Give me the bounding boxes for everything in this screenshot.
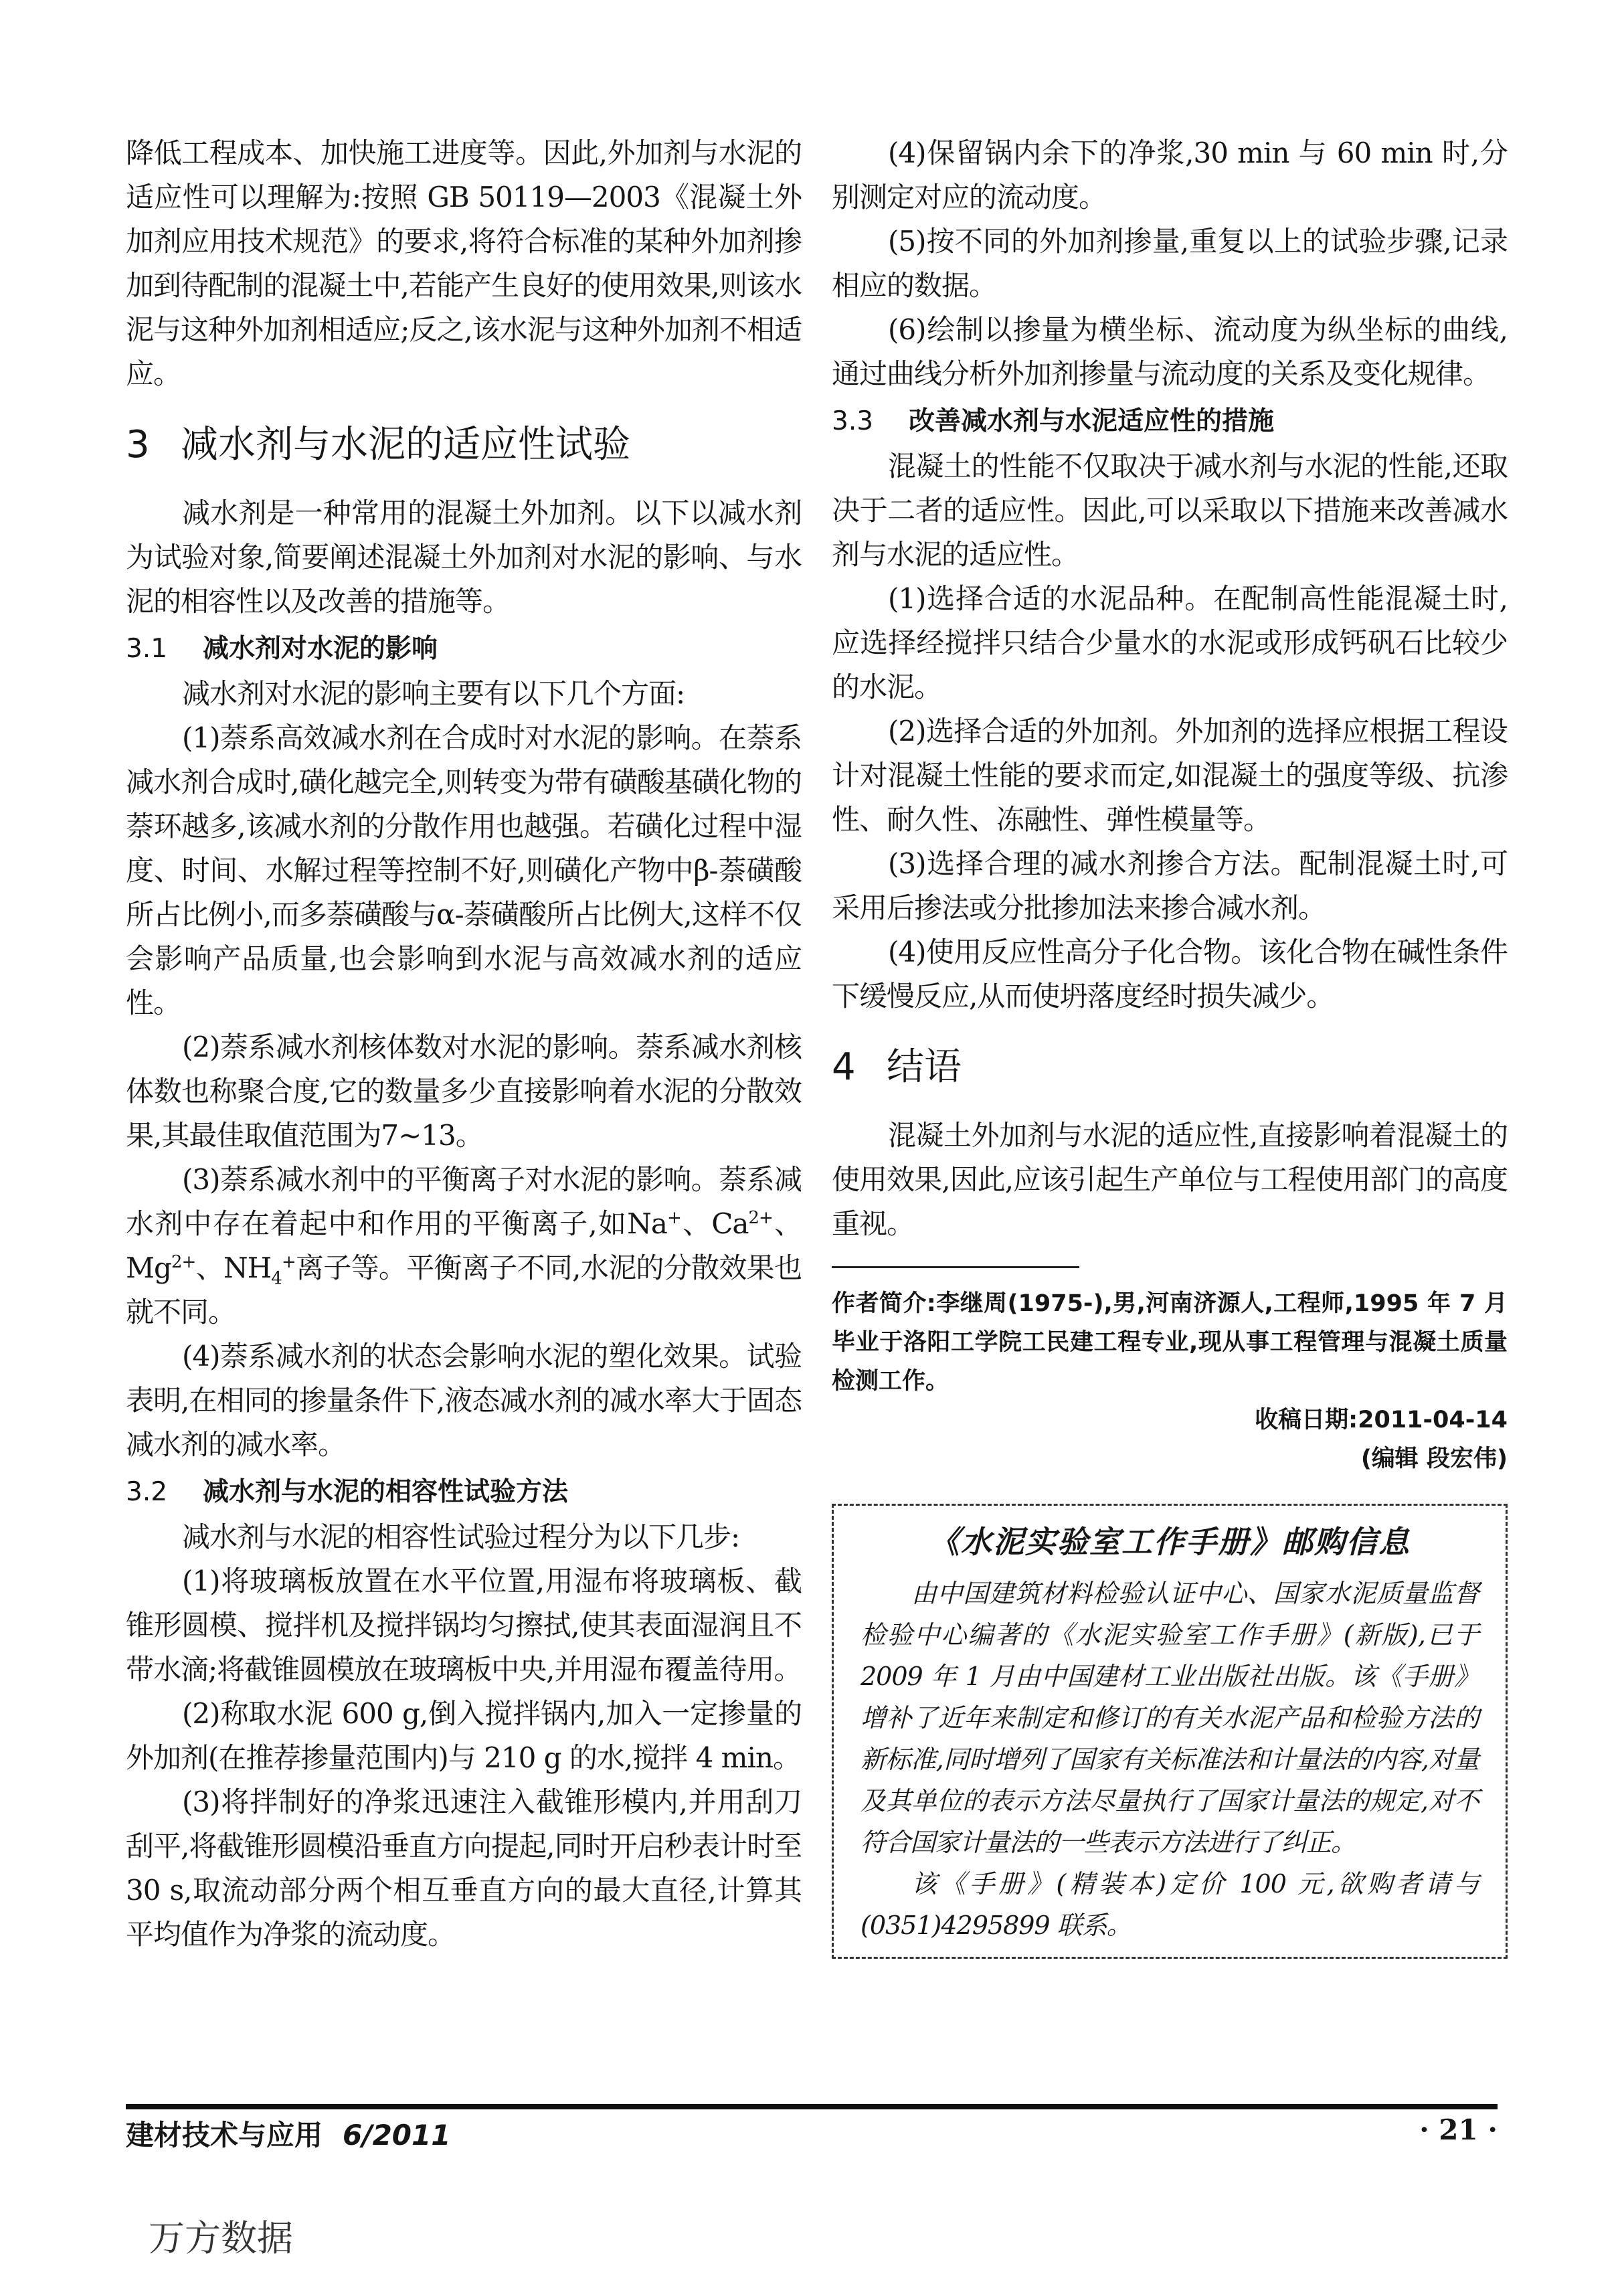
section-3-3-lead: 混凝土的性能不仅取决于减水剂与水泥的性能,还取决于二者的适应性。因此,可以采取以下措施来改善减水剂与水泥的适应性。 [832,450,1508,571]
section-3-1-title: 减水剂对水泥的影响 [203,634,438,664]
section-3-2-step-4: (4)保留锅内余下的净浆,30 min 与 60 min 时,分别测定对应的流动度。 [832,137,1508,213]
section-3-heading [126,419,802,471]
right-column [832,131,1508,1959]
section-3-3-title: 改善减水剂与水泥适应性的措施 [909,406,1275,436]
section-3-3-item-4: (4)使用反应性高分子化合物。该化合物在碱性条件下缓慢反应,从而使坍落度经时损失减少。 [832,936,1508,1013]
section-4-number: 4 [832,1045,856,1089]
mail-order-notice-box [832,1504,1508,1959]
section-3-3-item-1: (1)选择合适的水泥品种。在配制高性能混凝土时,应选择经搅拌只结合少量水的水泥或形成钙矾石比较少的水泥。 [832,582,1508,703]
ion-ca: $Ca^{2+}$ [711,1207,773,1240]
section-3-2-step-6: (6)绘制以掺量为横坐标、流动度为纵坐标的曲线,通过曲线分析外加剂掺量与流动度的关系及变化规律。 [832,313,1508,390]
journal-name: 建材技术与应用 [126,2119,323,2152]
watermark-text: 万方数据 [149,2217,293,2259]
journal-footer [126,2113,450,2154]
section-3-2-step-3: (3)将拌制好的净浆迅速注入截锥形模内,并用刮刀刮平,将截锥形圆模沿垂直方向提起,同时开启秒表计时至 30 s,取流动部分两个相互垂直方向的最大直径,计算其平均值作为净浆的流动度。 [126,1785,802,1951]
section-3-1-item-4: (4)萘系减水剂的状态会影响水泥的塑化效果。试验表明,在相同的掺量条件下,液态减水剂的减水率大于固态减水剂的减水率。 [126,1340,802,1461]
section-4-heading [832,1041,1508,1093]
editor-credit: (编辑 段宏伟) [1360,1446,1508,1472]
notice-title: 《水泥实验室工作手册》邮购信息 [929,1524,1411,1560]
section-4-title: 结语 [887,1045,962,1089]
section-3-1-item-3: (3)萘系减水剂中的平衡离子对水泥的影响。萘系减水剂中存在着起中和作用的平衡离子,如Na+、$Ca^{2+}$、$Mg^{2+}$、$NH_4^+$离子等。平衡离子不同,水泥的分散效果也就不同。 [126,1163,802,1328]
section-3-3-item-2: (2)选择合适的外加剂。外加剂的选择应根据工程设计对混凝土性能的要求而定,如混凝土的强度等级、抗渗性、耐久性、冻融性、弹性模量等。 [832,715,1508,836]
journal-issue: 6/2011 [343,2119,451,2152]
section-3-1-item-1: (1)萘系高效减水剂在合成时对水泥的影响。在萘系减水剂合成时,磺化越完全,则转变为带有磺酸基磺化物的萘环越多,该减水剂的分散作用也越强。若磺化过程中湿度、时间、水解过程等控制不好,则磺化产物中β-萘磺酸所占比例小,而多萘磺酸与α-萘磺酸所占比例大,这样不仅会影响产品质量,也会影响到水泥与高效减水剂的适应性。 [126,721,802,1019]
notice-paragraph-2: 该《手册》(精装本)定价 100 元,欲购者请与(0351)4295899 联系。 [861,1869,1479,1940]
section-3-2-lead: 减水剂与水泥的相容性试验过程分为以下几步: [182,1520,740,1553]
conclusion-paragraph: 混凝土外加剂与水泥的适应性,直接影响着混凝土的使用效果,因此,应该引起生产单位与工程使用部门的高度重视。 [832,1119,1508,1240]
left-column [126,131,802,1957]
section-3-paragraph: 减水剂是一种常用的混凝土外加剂。以下以减水剂为试验对象,简要阐述混凝土外加剂对水泥的影响、与水泥的相容性以及改善的措施等。 [126,497,802,618]
received-date: 收稿日期:2011-04-14 [1255,1407,1508,1433]
section-3-1-lead: 减水剂对水泥的影响主要有以下几个方面: [182,677,685,710]
page-number: · 21 · [1419,2113,1498,2146]
ion-mg: $Mg^{2+}$ [126,1251,196,1284]
section-3-1-heading [126,629,802,669]
section-3-3-item-3: (3)选择合理的减水剂掺合方法。配制混凝土时,可采用后掺法或分批掺加法来掺合减水剂。 [832,847,1508,924]
section-3-2-heading [126,1472,802,1512]
section-3-2-step-1: (1)将玻璃板放置在水平位置,用湿布将玻璃板、截锥形圆模、搅拌机及搅拌锅均匀擦拭,使其表面湿润且不带水滴;将截锥圆模放在玻璃板中央,并用湿布覆盖待用。 [126,1565,802,1686]
section-3-2-step-2: (2)称取水泥 600 g,倒入搅拌锅内,加入一定掺量的外加剂(在推荐掺量范围内)与 210 g 的水,搅拌 4 min。 [126,1697,802,1774]
notice-paragraph-1: 由中国建筑材料检验认证中心、国家水泥质量监督检验中心编著的《水泥实验室工作手册》(新版),已于 2009 年 1 月由中国建材工业出版社出版。该《手册》增补了近年来制定和修订的有关水泥产品和检验方法的新标准,同时增列了国家有关标准法和计量法的内容,对量及其单位的表示方法尽量执行了国家计量法的规定,对不符合国家计量法的一些表示方法进行了纠正。 [861,1579,1479,1857]
section-3-1-number: 3.1 [126,634,168,664]
author-note: 作者简介:李继周(1975-),男,河南济源人,工程师,1995 年 7 月毕业于洛阳工学院工民建工程专业,现从事工程管理与混凝土质量检测工作。 [832,1290,1508,1395]
section-3-1-item-2: (2)萘系减水剂核体数对水泥的影响。萘系减水剂核体数也称聚合度,它的数量多少直接影响着水泥的分散效果,其最佳取值范围为7~13。 [126,1031,802,1152]
section-3-3-number: 3.3 [832,406,874,436]
section-3-2-step-5: (5)按不同的外加剂掺量,重复以上的试验步骤,记录相应的数据。 [832,225,1508,302]
ion-nh4: $NH_4^+$ [223,1251,296,1289]
item-3-text-a: (3)萘系减水剂中的平衡离子对水泥的影响。萘系减水剂中存在着起中和作用的平衡离子,如 [126,1163,802,1240]
footnote-divider [832,1266,1079,1268]
section-3-title: 减水剂与水泥的适应性试验 [181,423,630,466]
intro-paragraph: 降低工程成本、加快施工进度等。因此,外加剂与水泥的适应性可以理解为:按照 GB 50119—2003《混凝土外加剂应用技术规范》的要求,将符合标准的某种外加剂掺加到待配制的混凝土中,若能产生良好的使用效果,则该水泥与这种外加剂相适应;反之,该水泥与这种外加剂不相适应。 [126,137,802,390]
section-3-2-title: 减水剂与水泥的相容性试验方法 [203,1477,569,1507]
ion-na: Na+ [627,1207,681,1240]
section-3-number: 3 [126,423,150,466]
section-3-2-number: 3.2 [126,1477,168,1507]
item-3-text-b: 离子等。平衡离子不同,水泥的分散效果也就不同。 [126,1251,802,1328]
footer-rule [126,2104,1498,2109]
section-3-3-heading [832,402,1508,442]
